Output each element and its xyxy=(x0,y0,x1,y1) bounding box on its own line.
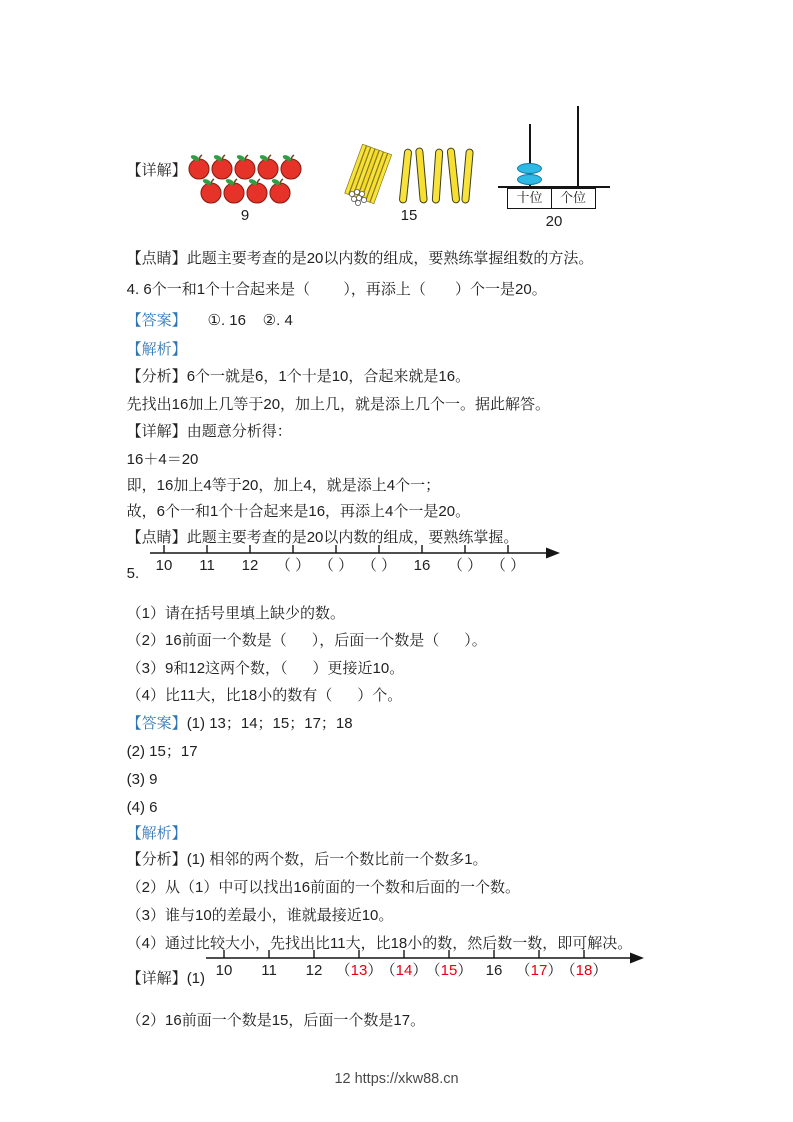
answer-line: (4) 6 xyxy=(126,798,158,816)
answer-line: (3) 9 xyxy=(126,770,158,788)
detail-label: 【详解】 xyxy=(126,161,187,179)
analysis-line: （3）谁与10的差最小，谁就最接近10。 xyxy=(126,906,394,924)
question-4: 4. 6个一和1个十合起来是（ ），再添上（ ）个一是20。 xyxy=(126,280,547,298)
question-5-sub2: （2）16前面一个数是（ ），后面一个数是（ ）。 xyxy=(126,631,487,649)
tick-label: （ ） xyxy=(318,557,354,574)
tick-label-answer: （15） xyxy=(425,962,473,979)
tick-label: （ ） xyxy=(275,557,311,574)
detail-line: （2）16前面一个数是15，后面一个数是17。 xyxy=(126,1011,426,1029)
question-5-sub4: （4）比11大，比18小的数有（ ）个。 xyxy=(126,686,403,704)
detail-line-q5: 【详解】(1) xyxy=(126,969,206,987)
tick-label: 16 xyxy=(485,962,503,979)
analysis-line: （2）从（1）中可以找出16前面的一个数和后面的一个数。 xyxy=(126,878,521,896)
answer-label: 【答案】 xyxy=(126,311,187,329)
tick-label: 16 xyxy=(413,557,431,574)
analysis-line: 【分析】6个一就是6，1个十是10，合起来就是16。 xyxy=(126,367,471,385)
answer-label: 【答案】 xyxy=(126,714,187,732)
answer-line-q5: 【答案】(1) 13；14；15；17；18 xyxy=(126,714,353,732)
page-footer: 12 https://xkw88.cn xyxy=(334,1071,459,1087)
apples-icon xyxy=(185,153,305,207)
apples-count-label: 9 xyxy=(240,207,250,224)
detail-line: 即，16加上4等于20，加上4，就是添上4个一； xyxy=(126,476,441,494)
tick-label-answer: （17） xyxy=(515,962,563,979)
tick-label: （ ） xyxy=(361,557,397,574)
equation-line: 16＋4＝20 xyxy=(126,450,199,468)
key-point-line: 【点睛】此题主要考查的是20以内数的组成，要熟练掌握组数的方法。 xyxy=(126,249,594,267)
analysis-label: 【解析】 xyxy=(126,824,187,842)
analysis-line: 先找出16加上几等于20，加上几，就是添上几个一。据此解答。 xyxy=(126,395,551,413)
tick-label: 12 xyxy=(241,557,259,574)
key-point-line: 【点睛】此题主要考查的是20以内数的组成，要熟练掌握。 xyxy=(126,528,519,546)
answer-line-q4: 【答案】 ①. 16 ②. 4 xyxy=(126,311,293,329)
tick-label: 12 xyxy=(305,962,323,979)
question-5-number: 5. xyxy=(126,564,140,582)
tick-label-answer: （18） xyxy=(560,962,608,979)
abacus-value-label: 20 xyxy=(545,213,563,230)
number-line-answer xyxy=(206,945,650,989)
question-5-sub1: （1）请在括号里填上缺少的数。 xyxy=(126,604,346,622)
tick-label-answer: （13） xyxy=(335,962,383,979)
answer-line: (2) 15；17 xyxy=(126,742,198,760)
analysis-label: 【解析】 xyxy=(126,340,187,358)
analysis-line: 【分析】(1) 相邻的两个数，后一个数比前一个数多1。 xyxy=(126,850,488,868)
abacus-illustration xyxy=(498,104,610,228)
detail-line: 故，6个一和1个十合起来是16，再添上4个一是20。 xyxy=(126,502,471,520)
tick-label: 10 xyxy=(215,962,233,979)
sticks-illustration xyxy=(340,144,478,208)
tick-label-answer: （14） xyxy=(380,962,428,979)
tick-label: 10 xyxy=(155,557,173,574)
detail-heading xyxy=(110,143,187,199)
tick-label: （ ） xyxy=(490,557,526,574)
question-5-sub3: （3）9和12这两个数，（ ）更接近10。 xyxy=(126,659,405,677)
place-value-boxes xyxy=(507,188,596,209)
abacus-ones-rod xyxy=(577,106,579,186)
tick-label: 11 xyxy=(199,557,215,574)
ones-place-box: 个位 xyxy=(551,188,596,209)
sticks-icon xyxy=(340,144,478,208)
number-line-question xyxy=(150,540,564,584)
abacus-bead-icon xyxy=(517,174,542,185)
analysis-line: （4）通过比较大小，先找出比11大，比18小的数，然后数一数，即可解决。 xyxy=(126,934,633,952)
tick-label: 11 xyxy=(261,962,277,979)
abacus-bead-icon xyxy=(517,163,542,174)
detail-line: 【详解】由题意分析得： xyxy=(126,422,292,440)
sticks-count-label: 15 xyxy=(400,207,418,224)
arrow-right-icon xyxy=(546,548,560,559)
tens-place-box: 十位 xyxy=(507,188,552,209)
arrow-right-icon xyxy=(630,953,644,964)
tick-label: （ ） xyxy=(447,557,483,574)
apples-illustration xyxy=(185,153,305,207)
